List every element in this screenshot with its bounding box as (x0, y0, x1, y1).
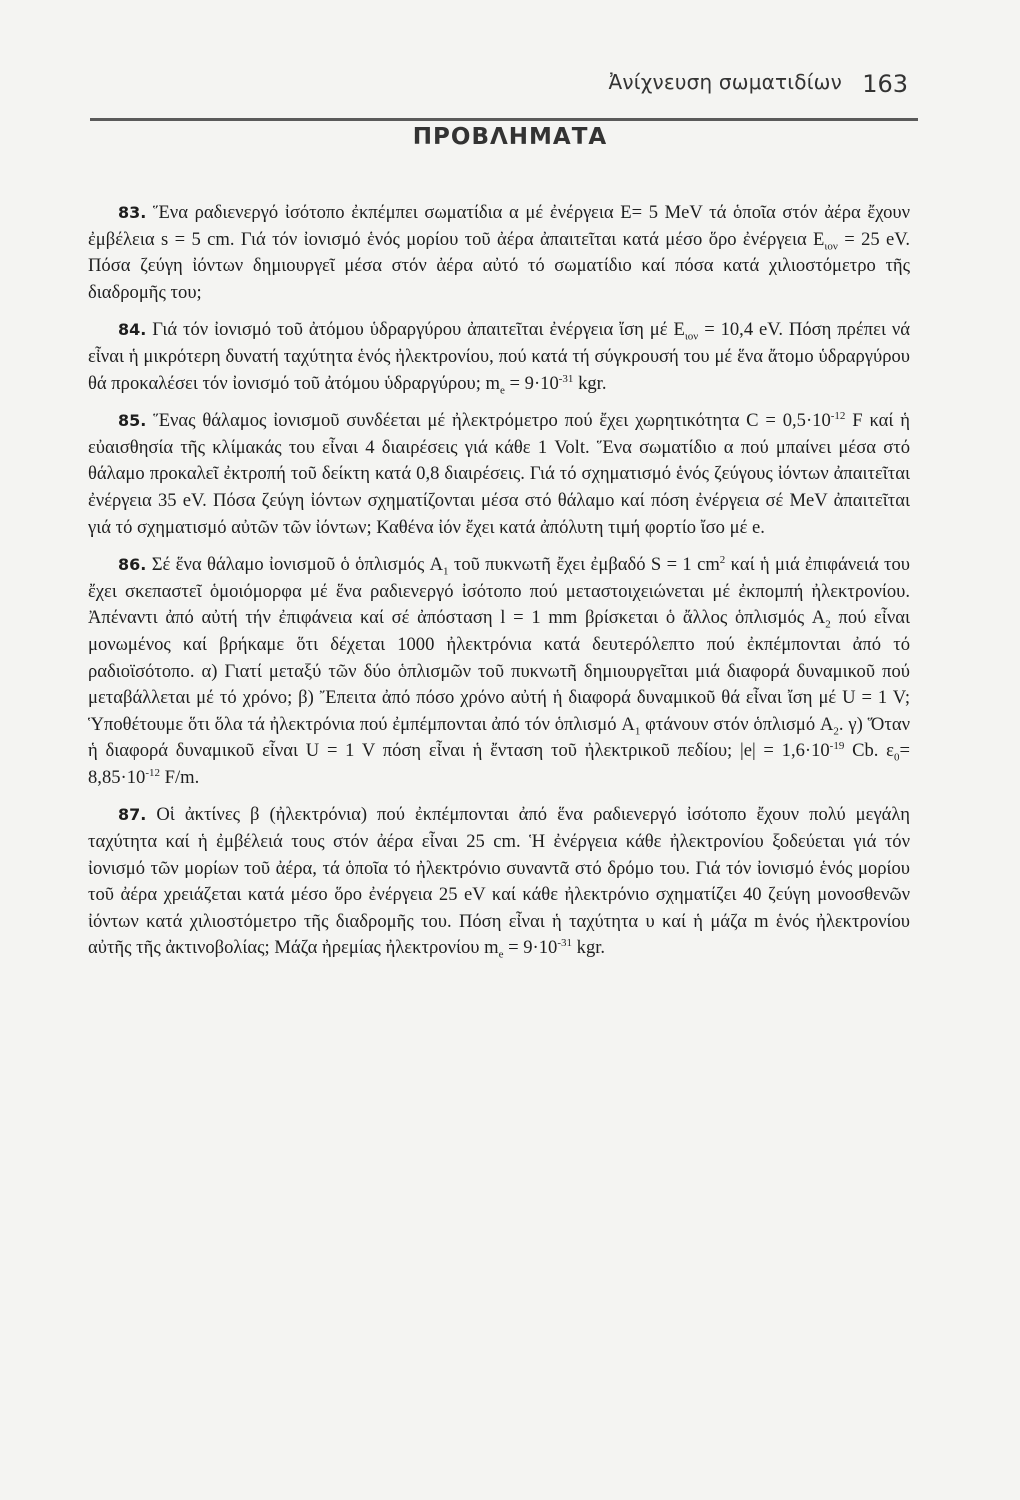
section-title: ΠΡΟΒΛΗΜΑΤΑ (412, 124, 608, 150)
problem-83: 83. Ἕνα ραδιενεργό ἰσότοπο ἐκπέμπει σωματίδια α μέ ἐνέργεια E= 5 MeV τά ὁποῖα στόν ἀέρα ἔχουν ἐμβέλεια s = 5 cm. Γιά τόν ἰονισμό ἑνός μορίου τοῦ ἀέρα ἀπαιτεῖται κατά μέσο ὅρο ἐνέργεια $E_{\iota o\nu} = 25$ eV. Πόσα ζεύγη ἰόντων δημιουργεῖ μέσα στόν ἀέρα αὐτό τό σωματίδιο καί πόσα κατά χιλιοστόμετρο τῆς διαδρομῆς του; (88, 202, 910, 303)
header-rule (90, 118, 918, 121)
problem-84: 84. Γιά τόν ἰονισμό τοῦ ἀτόμου ὑδραργύρου ἀπαιτεῖται ἐνέργεια ἴση μέ $E_{\iota o\nu} = 10,4$ eV. Πόση πρέπει νά εἶναι ἡ μικρότερη δυνατή ταχύτητα ἑνός ἠλεκτρονίου, πού κατά τή σύγκρουσή του μέ ἕνα ἄτομο ὑδραργύρου θά προκαλέσει τόν ἰονισμό τοῦ ἀτόμου ὑδραργύρου; $m_e = 9\cdot 10^{-31}$ kgr. (88, 319, 911, 397)
problem-number: 85. (118, 411, 147, 431)
problem-87: 87. Οἱ ἀκτίνες β (ἠλεκτρόνια) πού ἐκπέμπονται ἀπό ἕνα ραδιενεργό ἰσότοπο ἔχουν πολύ μεγάλη ταχύτητα καί ἡ ἐμβέλειά τους στόν ἀέρα εἶναι 25 cm. Ἡ ἐνέργεια κάθε ἠλεκτρονίου ξοδεύεται γιά τόν ἰονισμό τῶν μορίων τοῦ ἀέρα, τά ὁποῖα τό ἠλεκτρόνιο συναντᾶ στό δρόμο του. Γιά τόν ἰονισμό ἑνός μορίου τοῦ ἀέρα χρειάζεται κατά μέσο ὅρο ἐνέργεια 25 eV καί κάθε ἠλεκτρόνιο σχηματίζει 40 ζεύγη μονοσθενῶν ἰόντων κατά χιλιοστόμετρο τῆς διαδρομῆς του. Πόση εἶναι ἡ ταχύτητα υ καί ἡ μάζα m ἑνός ἠλεκτρονίου αὐτῆς τῆς ἀκτινοβολίας; Μάζα ἠρεμίας ἠλεκτρονίου $m_e = 9\cdot 10^{-31}$ kgr. (88, 804, 910, 962)
problem-number: 83. (118, 203, 147, 222)
problem-number: 84. (118, 320, 147, 340)
problems-list (88, 200, 910, 973)
page-number: 163 (862, 70, 908, 98)
problem-number: 87. (118, 805, 147, 825)
running-title: Ἀνίχνευση σωματιδίων (608, 70, 842, 94)
page-header (90, 66, 918, 106)
problem-number: 86. (118, 555, 147, 575)
problem-85: 85. Ἕνας θάλαμος ἰονισμοῦ συνδέεται μέ ἠλεκτρόμετρο πού ἔχει χωρητικότητα $C = 0,5\cdot 10^{-12}$ F καί ἡ εὐαισθησία τῆς κλίμακάς του εἶναι 4 διαιρέσεις γιά κάθε 1 Volt. Ἕνα σωματίδιο α πού μπαίνει μέσα στό θάλαμο προκαλεῖ ἐκτροπή τοῦ δείκτη κατά 0,8 διαιρέσεις. Γιά τό σχηματισμό ἑνός ζεύγους ἰόντων ἀπαιτεῖται ἐνέργεια 35 eV. Πόσα ζεύγη ἰόντων σχηματίζονται μέσα στό θάλαμο καί πόση ἐνέργεια σέ MeV ἀπαιτεῖται γιά τό σχηματισμό αὐτῶν τῶν ἰόντων; Καθένα ἰόν ἔχει κατά ἀπόλυτη τιμή φορτίο ἴσο μέ e. (88, 409, 910, 538)
problem-86: 86. Σέ ἕνα θάλαμο ἰονισμοῦ ὁ ὁπλισμός $A_1$ τοῦ πυκνωτῆ ἔχει ἐμβαδό S = 1 $cm^2$ καί ἡ μιά ἐπιφάνειά του ἔχει σκεπαστεῖ ὁμοιόμορφα μέ ἕνα ραδιενεργό ἰσότοπο πού μεταστοιχειώνεται μέ ἐκπομπή ἠλεκτρονίου. Ἀπέναντι ἀπό αὐτή τήν ἐπιφάνεια καί σέ ἀπόσταση l = 1 mm βρίσκεται ὁ ἄλλος ὁπλισμός $A_2$ πού εἶναι μονωμένος καί βρήκαμε ὅτι δέχεται 1000 ἠλεκτρόνια κατά δευτερόλεπτο πού ἐκπέμπονται ἀπό τό ραδιοϊσότοπο. α) Γιατί μεταξύ τῶν δύο ὁπλισμῶν τοῦ πυκνωτῆ δημιουργεῖται μιά διαφορά δυναμικοῦ πού μεταβάλλεται μέ τό χρόνο; β) Ἔπειτα ἀπό πόσο χρόνο αὐτή ἡ διαφορά δυναμικοῦ θά εἶναι ἴση μέ U = 1 V; Ὑποθέτουμε ὅτι ὅλα τά ἠλεκτρόνια πού ἐμπέμπονται ἀπό τόν ὁπλισμό $A_1$ φτάνουν στόν ὁπλισμό $A_2$. γ) Ὅταν ἡ διαφορά δυναμικοῦ εἶναι U = 1 V πόση εἶναι ἡ ἔνταση τοῦ ἠλεκτρικοῦ πεδίου; $|e| = 1,6\cdot 10^{-19}$ Cb. $\varepsilon_0= 8,85\cdot 10^{-12}$ F/m. (88, 553, 911, 788)
